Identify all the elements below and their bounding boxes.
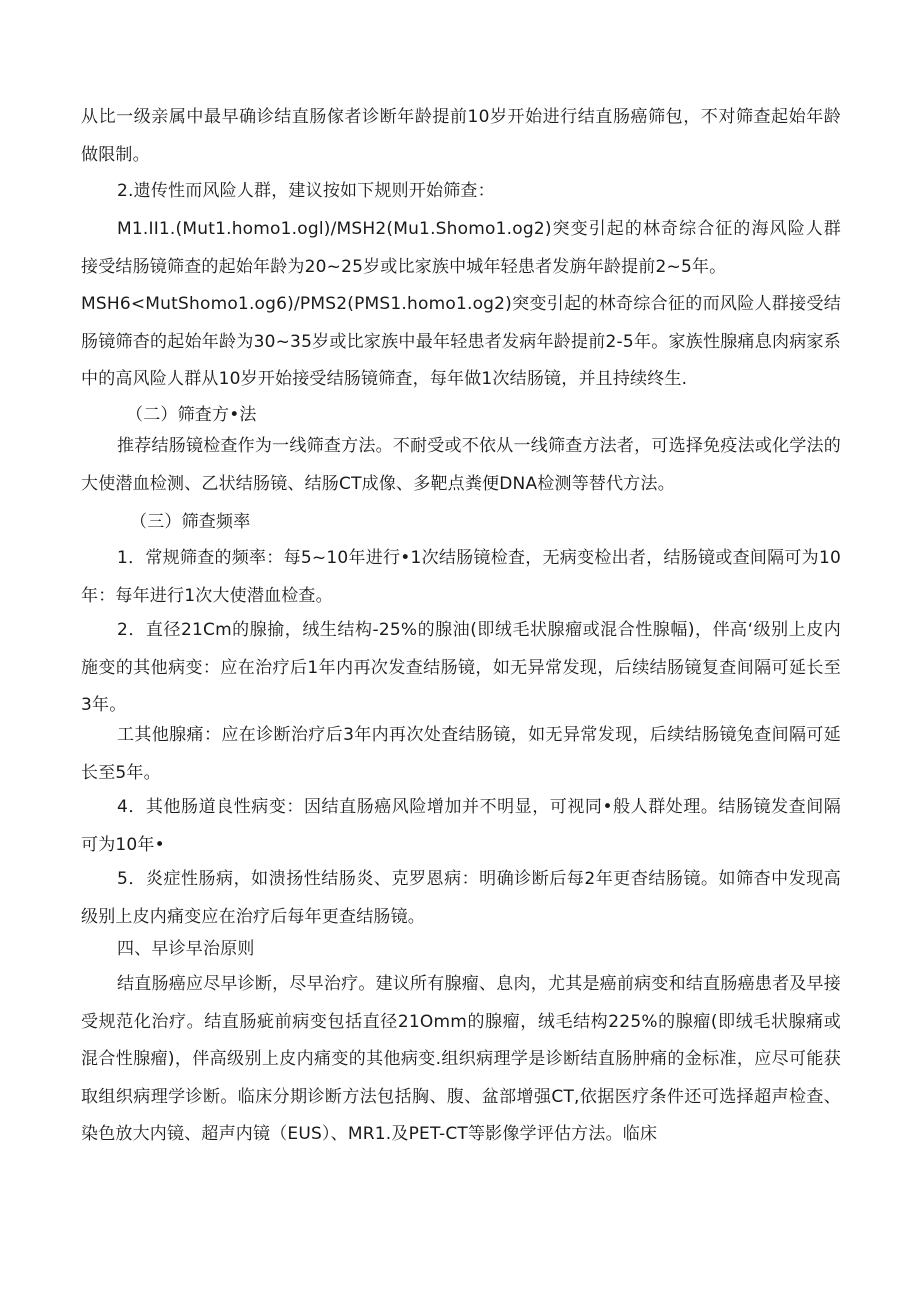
paragraph-frequency-routine: 1．常规筛查的频率：每5~10年进行•1次结肠镜检査，无病变检出者，结肠镜或查间隔可为10年：每年进行1次大使潜血检查。 (81, 548, 841, 606)
paragraph-frequency-adenoma: 2．直径21Cm的腺揄，绒生结构-25%的腺油(即绒毛状腺瘤或混合性腺幅)，伴高‘级别上皮内施变的其他病变：应在治疗后1年内再次发查结肠镜，如无异常发现，后续结肠镜复查间隔可延长至3年。 (81, 620, 841, 715)
paragraph-frequency-other-adenoma: 工其他腺痛：应在诊断治疗后3年内再次处査结肠镜，如无异常发现，后续结肠镜兔查间隔可延长至5年。 (81, 725, 841, 783)
paragraph-early-treatment: 结直肠癌应尽早诊断，尽早治疗。建议所有腺瘤、息肉，尤其是癌前病变和结直肠癌患者及早接受规范化治疗。结直肠疵前病变包括直径21Omm的腺瘤，绒毛结构225%的腺瘤(即绒毛状腺痛或混合性腺瘤)，伴高级别上皮内痛变的其他病变.组织病理学是诊断结直肠肿痛的金标准，应尽可能获取组织病理学诊断。临床分期诊断方法包括胸、腹、盆部增强CT,依据医疗条件还可选择超声检查、染色放大内镜、超声内镜（EUS）、MR1.及PET-CT等影像学评估方法。临床 (81, 974, 841, 1144)
paragraph-hereditary-risk: 2.遗传性而风险人群，建议按如下规则开始筛查： (117, 181, 495, 201)
paragraph-lynch-msh6-pms2: MSH6<MutShomo1.og6)/PMS2(PMS1.homo1.og2)突变引起的林奇综合征的而风险人群接受结肠镜筛杳的起始年龄为30~35岁或比家族中最年轻患者发病年龄提前2-5年。家族性腺痛息肉病家系中的高风险人群从10岁开始接受结肠镜筛査，每年做1次结肠镜，并且持续终生. (81, 294, 841, 389)
paragraph-screening-methods: 推荐结肠镜检查作为一线筛查方法。不耐受或不依从一线筛查方法者，可选择免疫法或化学法的大使潜血检测、乙状结肠镜、结肠CT成像、多靶点粪便DNA检测等替代方法。 (81, 436, 841, 494)
section-heading-screening-methods: （二）筛査方•法 (126, 405, 257, 425)
paragraph-lynch-mlh1-msh2: M1.II1.(Mut1.homo1.ogl)/MSH2(Mu1.Shomo1.og2)突变引起的林奇综合征的海风险人群接受结肠镜筛查的起始年龄为20~25岁或比家族中城年轻患者发旃年龄提前2~5年。 (81, 219, 841, 277)
section-heading-early-treatment: 四、早诊早治原则 (117, 939, 255, 959)
section-heading-screening-frequency: （三）筛查频率 (130, 512, 251, 532)
paragraph-screening-start-age: 从比一级亲属中最早确诊结直肠傢者诊断年龄提前10岁开始进行结直肠癌筛包，不对筛查起始年龄做限制。 (81, 107, 841, 165)
paragraph-frequency-benign: 4．其他肠道良性病变：因结直肠癌风险增加并不明显，可视同•般人群处理。结肠镜发查间隔可为10年• (81, 797, 841, 855)
paragraph-frequency-ibd: 5．炎症性肠病，如溃扬性结肠炎、克罗恩病：明确诊断后每2年更杳结肠镜。如筛杳中发现高级别上皮内痛变应在治疗后每年更查结肠镜。 (81, 869, 841, 927)
